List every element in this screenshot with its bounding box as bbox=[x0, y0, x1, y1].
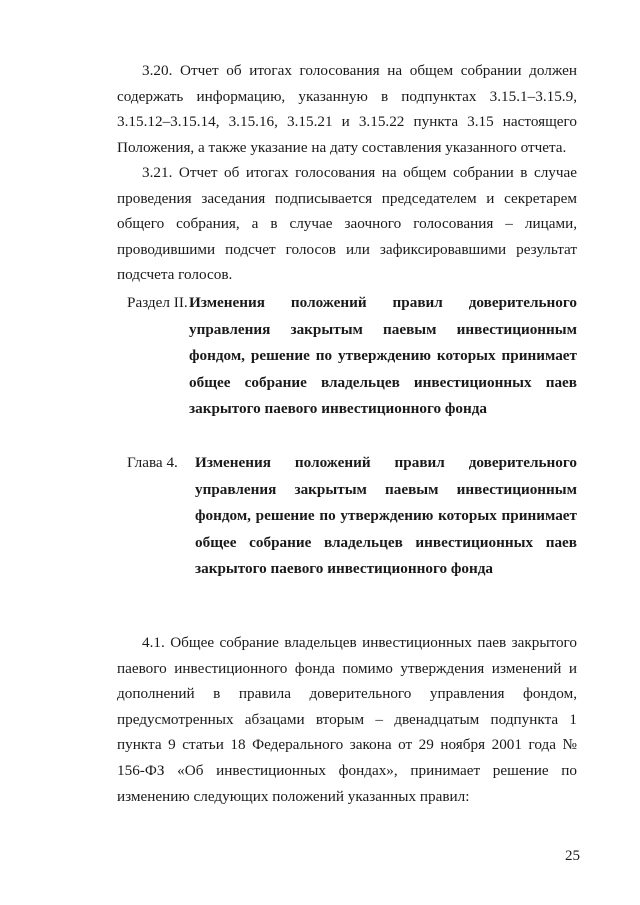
section-label: Раздел II. bbox=[127, 294, 188, 311]
paragraph-3-20: 3.20. Отчет об итогах голосования на общем собрании должен содержать информацию, указанную в подпунктах 3.15.1–3.15.9, 3.15.12–3.15.14, 3.15.16, 3.15.21 и 3.15.22 пункта 3.15 настоящего Положения, а также указание на дату составления указанного отчета. bbox=[117, 62, 577, 156]
paragraph-4-1: 4.1. Общее собрание владельцев инвестиционных паев закрытого паевого инвестиционного фонда помимо утверждения изменений и дополнений в правила доверительного управления фондом, предусмотренных абзацами вторым – двенадцатым подпункта 1 пункта 9 статьи 18 Федерального закона от 29 ноября 2001 года № 156-ФЗ «Об инвестиционных фондах», принимает решение по изменению следующих положений указанных правил: bbox=[117, 634, 577, 805]
section-heading bbox=[127, 290, 577, 423]
chapter-label: Глава 4. bbox=[127, 454, 178, 471]
section-title: Изменения положений правил доверительного управления закрытым паевым инвестиционным фондом, решение по утверждению которых принимает общее собрание владельцев инвестиционных паев закрытого паевого инвестиционного фонда bbox=[189, 294, 577, 417]
paragraph-3-21: 3.21. Отчет об итогах голосования на общем собрании в случае проведения заседания подписывается председателем и секретарем общего собрания, а в случае заочного голосования – лицами, проводившими подсчет голосов или зафиксировавшими результат подсчета голосов. bbox=[117, 164, 577, 284]
chapter-title: Изменения положений правил доверительного управления закрытым паевым инвестиционным фондом, решение по утверждению которых принимает общее собрание владельцев инвестиционных паев закрытого паевого инвестиционного фонда bbox=[195, 454, 577, 577]
page-number: 25 bbox=[565, 848, 580, 864]
chapter-heading bbox=[127, 450, 577, 583]
